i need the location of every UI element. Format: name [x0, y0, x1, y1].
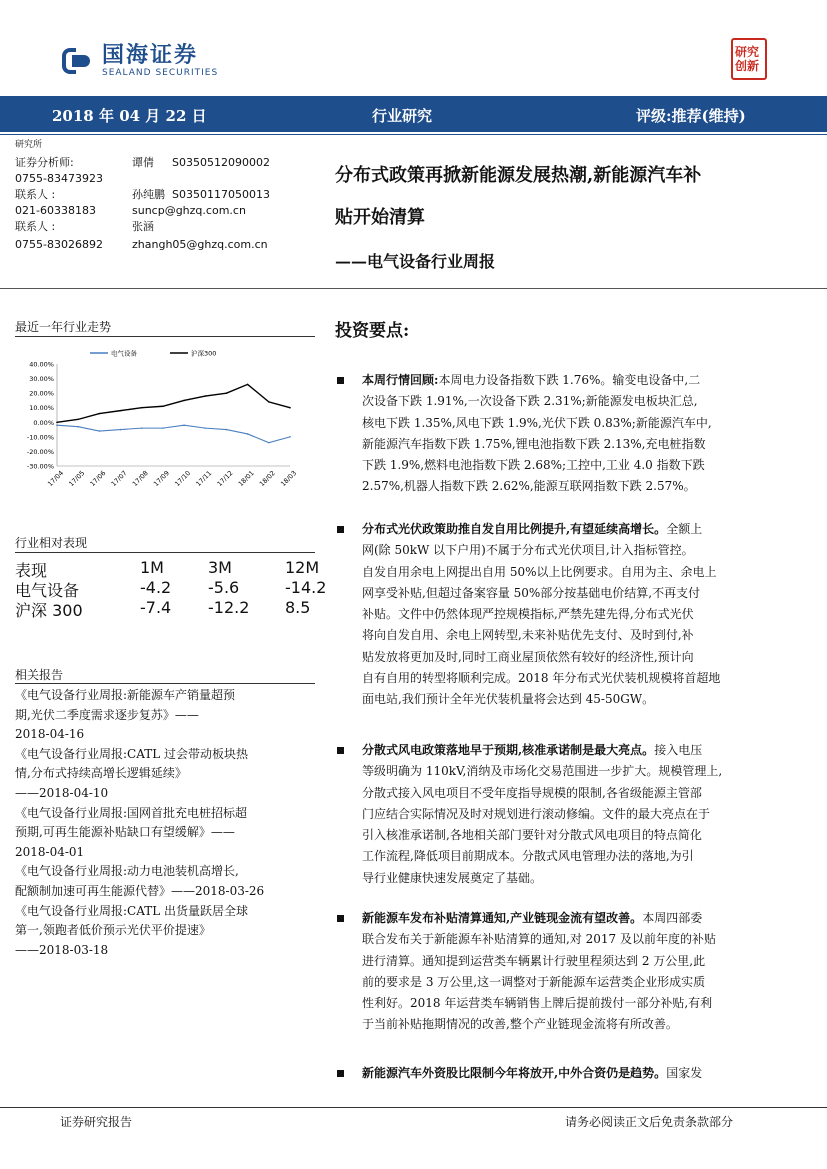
contact-name: 张涵 [132, 220, 154, 233]
series-line-1 [57, 384, 290, 422]
key-point [362, 740, 794, 889]
key-point-text: 新能源汽车指数下跌 1.75%,锂电池指数下跌 2.13%,充电桩指数 [362, 436, 706, 451]
report-title-line1: 分布式政策再掀新能源发展热潮,新能源汽车补 [335, 165, 702, 186]
series-point [289, 407, 291, 409]
y-tick-label: -20.00% [26, 447, 54, 456]
key-point-text: 面电站,我们预计全年光伏装机量将会达到 45-50GW。 [362, 692, 655, 707]
contact-label: 0755-83473923 [15, 172, 103, 185]
report-line: 第一,领跑者低价预示光伏平价提速》 [15, 923, 211, 938]
key-point-text: 将向自发自用、余电上网转型,未来补贴优先支付、及时到付,补 [362, 628, 694, 643]
perf-cell: 3M [208, 558, 232, 577]
key-points-title: 投资要点: [335, 321, 410, 341]
key-point [362, 1063, 794, 1084]
report-line: 预期,可再生能源补贴缺口有望缓解》—— [15, 825, 235, 840]
y-tick-label: 40.00% [29, 360, 54, 369]
report-title-line2: 贴开始清算 [335, 207, 425, 228]
key-point-text: 联合发布关于新能源车补贴清算的通知,对 2017 及以前年度的补贴 [362, 932, 716, 947]
key-point-text: 贴发放将更加及时,同时工商业屋顶依然有较好的经济性,预计向 [362, 649, 694, 664]
bar-underline [0, 134, 827, 135]
perf-cell: 12M [285, 558, 320, 577]
key-point-text: 自有自用的转型将顺利完成。2018 年分布式光伏装机规模将首超地 [362, 671, 721, 686]
report-line: 2018-04-16 [15, 727, 85, 742]
reports-divider [15, 683, 315, 684]
info-bar [0, 96, 827, 132]
x-tick-label: 17/08 [130, 469, 150, 489]
key-point-text: 本周电力设备指数下跌 1.76%。输变电设备中,二 [438, 373, 701, 387]
bullet-icon [337, 377, 344, 384]
series-point [204, 427, 206, 429]
series-point [289, 436, 291, 438]
trend-divider [15, 336, 315, 337]
report-line: 《电气设备行业周报:动力电池装机高增长, [15, 864, 239, 879]
brand-logo [60, 44, 218, 78]
series-point [141, 427, 143, 429]
key-point-text: 次设备下跌 1.91%,一次设备下跌 2.31%;新能源发电板块汇总, [362, 394, 698, 409]
series-point [226, 429, 228, 431]
contact-label: 0755-83026892 [15, 238, 103, 251]
series-point [99, 430, 101, 432]
contact-name: 孙纯鹏 [132, 188, 165, 201]
legend-label: 电气设备 [111, 349, 137, 358]
bullet-icon [337, 1070, 344, 1077]
series-point [120, 429, 122, 431]
key-point-text: 本周四部委 [642, 911, 703, 925]
perf-row [15, 595, 315, 620]
report-subtitle: ——电气设备行业周报 [335, 252, 496, 271]
footer-right: 请务必阅读正文后免责条款部分 [565, 1115, 734, 1129]
series-point [141, 407, 143, 409]
x-tick-label: 17/11 [194, 469, 214, 489]
series-point [183, 400, 185, 402]
perf-cell: 1M [140, 558, 164, 577]
key-point-text: 性利好。2018 年运营类车辆销售上牌后提前拨付一部分补贴,有利 [362, 996, 713, 1011]
key-point-heading: 分布式光伏政策助推自发自用比例提升,有望延续高增长。 [362, 522, 667, 536]
legend-label: 沪深300 [191, 349, 217, 358]
key-point-text: 网(除 50kW 以下户用)不属于分布式光伏项目,计入指标管控。 [362, 543, 694, 558]
series-point [268, 401, 270, 403]
footer-left: 证券研究报告 [60, 1115, 133, 1129]
series-point [77, 419, 79, 421]
contact-id: S0350512090002 [172, 156, 270, 169]
key-point [362, 519, 794, 711]
perf-cell: -14.2 [285, 578, 327, 597]
series-point [226, 392, 228, 394]
key-point-heading: 本周行情回顾: [362, 373, 439, 387]
x-tick-label: 17/06 [88, 469, 108, 489]
y-tick-label: 10.00% [29, 404, 54, 413]
series-point [56, 421, 58, 423]
series-point [247, 433, 249, 435]
series-point [268, 442, 270, 444]
dept-label: 研究所 [15, 140, 43, 150]
key-point-text: 引入核准承诺制,各地相关部门要针对分散式风电项目的特点简化 [362, 828, 702, 843]
contact-label: 证券分析师: [15, 156, 74, 169]
reports-title: 相关报告 [15, 668, 64, 682]
x-tick-label: 17/04 [46, 469, 66, 489]
bullet-icon [337, 526, 344, 533]
series-point [99, 413, 101, 415]
series-point [77, 426, 79, 428]
contact-id: S0350117050013 [172, 188, 270, 201]
contact-label: 联系人 : [15, 188, 56, 201]
report-line: 《电气设备行业周报:新能源车产销量超预 [15, 688, 236, 702]
series-point [120, 410, 122, 412]
x-tick-label: 18/02 [257, 469, 277, 489]
x-tick-label: 17/12 [215, 469, 235, 489]
stamp-icon: 研究创新 [731, 38, 767, 80]
key-point-text: 国家发 [666, 1066, 703, 1080]
key-point [362, 370, 794, 498]
key-point-text: 导行业健康快速发展奠定了基础。 [362, 870, 543, 885]
series-point [162, 405, 164, 407]
key-point-text: 接入电压 [654, 743, 703, 757]
contact-label: 021-60338183 [15, 204, 96, 217]
key-point-text: 全额上 [666, 522, 703, 536]
contact-id: suncp@ghzq.com.cn [132, 204, 246, 217]
key-point-heading: 新能源车发布补贴清算通知,产业链现金流有望改善。 [362, 911, 643, 925]
series-point [247, 384, 249, 386]
report-line: ——2018-04-10 [15, 785, 109, 800]
perf-row [15, 575, 327, 600]
key-point-text: 等级明确为 110kV,消纳及市场化交易范围进一步扩大。规模管理上, [362, 764, 723, 779]
report-rating: 评级:推荐(维持) [636, 107, 746, 125]
report-line: 《电气设备行业周报:国网首批充电桩招标超 [15, 805, 248, 820]
bullet-icon [337, 747, 344, 754]
report-line: ——2018-03-18 [15, 942, 109, 957]
x-tick-label: 18/03 [279, 469, 299, 489]
key-point-text: 门应结合实际情况及时对规划进行滚动修编。文件的最大亮点在于 [362, 806, 711, 821]
series-point [204, 395, 206, 397]
reports-list [15, 686, 315, 960]
x-tick-label: 17/10 [173, 469, 193, 489]
brand-name-en: SEALAND SECURITIES [102, 68, 219, 78]
key-point-text: 补贴。文件中仍然体现严控规模指标,严禁先建先得,分布式光伏 [362, 607, 694, 622]
report-line: 期,光伏二季度需求逐步复苏》—— [15, 707, 199, 722]
x-tick-label: 18/01 [236, 469, 256, 489]
y-tick-label: 20.00% [29, 389, 54, 398]
x-tick-label: 17/05 [67, 469, 87, 489]
perf-header-row [15, 555, 320, 580]
trend-title: 最近一年行业走势 [15, 320, 112, 334]
key-point-text: 分散式接入风电项目不受年度指导规模的限制,各省级能源主管部 [362, 785, 702, 800]
perf-cell: -12.2 [208, 598, 250, 617]
contact-name: 谭倩 [132, 156, 154, 169]
page-header [0, 0, 827, 92]
brand-name-cn: 国海证券 [102, 43, 199, 68]
y-tick-label: -30.00% [26, 462, 54, 471]
x-tick-label: 17/07 [109, 469, 129, 489]
series-point [162, 427, 164, 429]
report-category: 行业研究 [372, 107, 433, 125]
perf-cell: -5.6 [208, 578, 240, 597]
report-line: 配额制加速可再生能源代替》——2018-03-26 [15, 883, 265, 898]
perf-cell: 8.5 [285, 598, 311, 617]
perf-cell: 电气设备 [15, 581, 80, 600]
series-point [183, 424, 185, 426]
x-tick-label: 17/09 [152, 469, 171, 489]
key-point-text: 核电下跌 1.35%,风电下跌 1.9%,光伏下跌 0.83%;新能源汽车中, [362, 415, 712, 430]
key-point-heading: 新能源汽车外资股比限制今年将放开,中外合资仍是趋势。 [362, 1066, 667, 1080]
y-tick-label: -10.00% [26, 433, 54, 442]
key-point-heading: 分散式风电政策落地早于预期,核准承诺制是最大亮点。 [362, 743, 655, 757]
report-date: 2018 年 04 月 22 日 [52, 107, 207, 125]
bullet-icon [337, 915, 344, 922]
divider [0, 288, 827, 289]
key-point-text: 工作流程,降低项目前期成本。分散式风电管理办法的落地,为引 [362, 849, 694, 864]
y-tick-label: 30.00% [29, 375, 54, 384]
key-point-text: 下跌 1.9%,燃料电池指数下跌 2.68%;工控中,工业 4.0 指数下跌 [362, 458, 705, 473]
contact-id: zhangh05@ghzq.com.cn [132, 238, 268, 251]
perf-cell: -4.2 [140, 578, 172, 597]
title-block [335, 155, 805, 272]
report-line: 2018-04-01 [15, 844, 85, 859]
report-line: 《电气设备行业周报:CATL 过会带动板块热 [15, 746, 249, 761]
footer-divider [0, 1107, 827, 1108]
perf-cell: -7.4 [140, 598, 172, 617]
perf-cell: 表现 [15, 561, 48, 580]
key-point-text: 网享受补贴,但超过备案容量 50%部分按基础电价结算,不再支付 [362, 585, 701, 600]
contact-label: 联系人 : [15, 220, 56, 233]
perf-cell: 沪深 300 [15, 601, 83, 620]
report-line: 《电气设备行业周报:CATL 出货量跃居全球 [15, 903, 249, 918]
key-point-text: 于当前补贴拖期情况的改善,整个产业链现金流将有所改善。 [362, 1017, 678, 1032]
series-line-0 [57, 425, 290, 442]
key-point-text: 进行清算。通知提到运营类车辆累计行驶里程须达到 2 万公里,此 [362, 953, 706, 968]
perf-divider [15, 552, 315, 553]
y-tick-label: 0.00% [33, 418, 54, 427]
series-point [56, 424, 58, 426]
report-line: 情,分布式持续高增长逻辑延续》 [15, 766, 187, 781]
trend-chart [15, 342, 307, 504]
key-point-text: 自发自用余电上网提出自用 50%以上比例要求。自用为主、余电上 [362, 564, 717, 579]
perf-title: 行业相对表现 [15, 536, 88, 550]
logo-icon [60, 46, 94, 76]
key-point-text: 2.57%,机器人指数下跌 2.62%,能源互联网指数下跌 2.57%。 [362, 479, 696, 494]
key-point-text: 前的要求是 3 万公里,这一调整对于新能源车运营类企业形成实质 [362, 974, 706, 989]
key-point [362, 908, 794, 1036]
